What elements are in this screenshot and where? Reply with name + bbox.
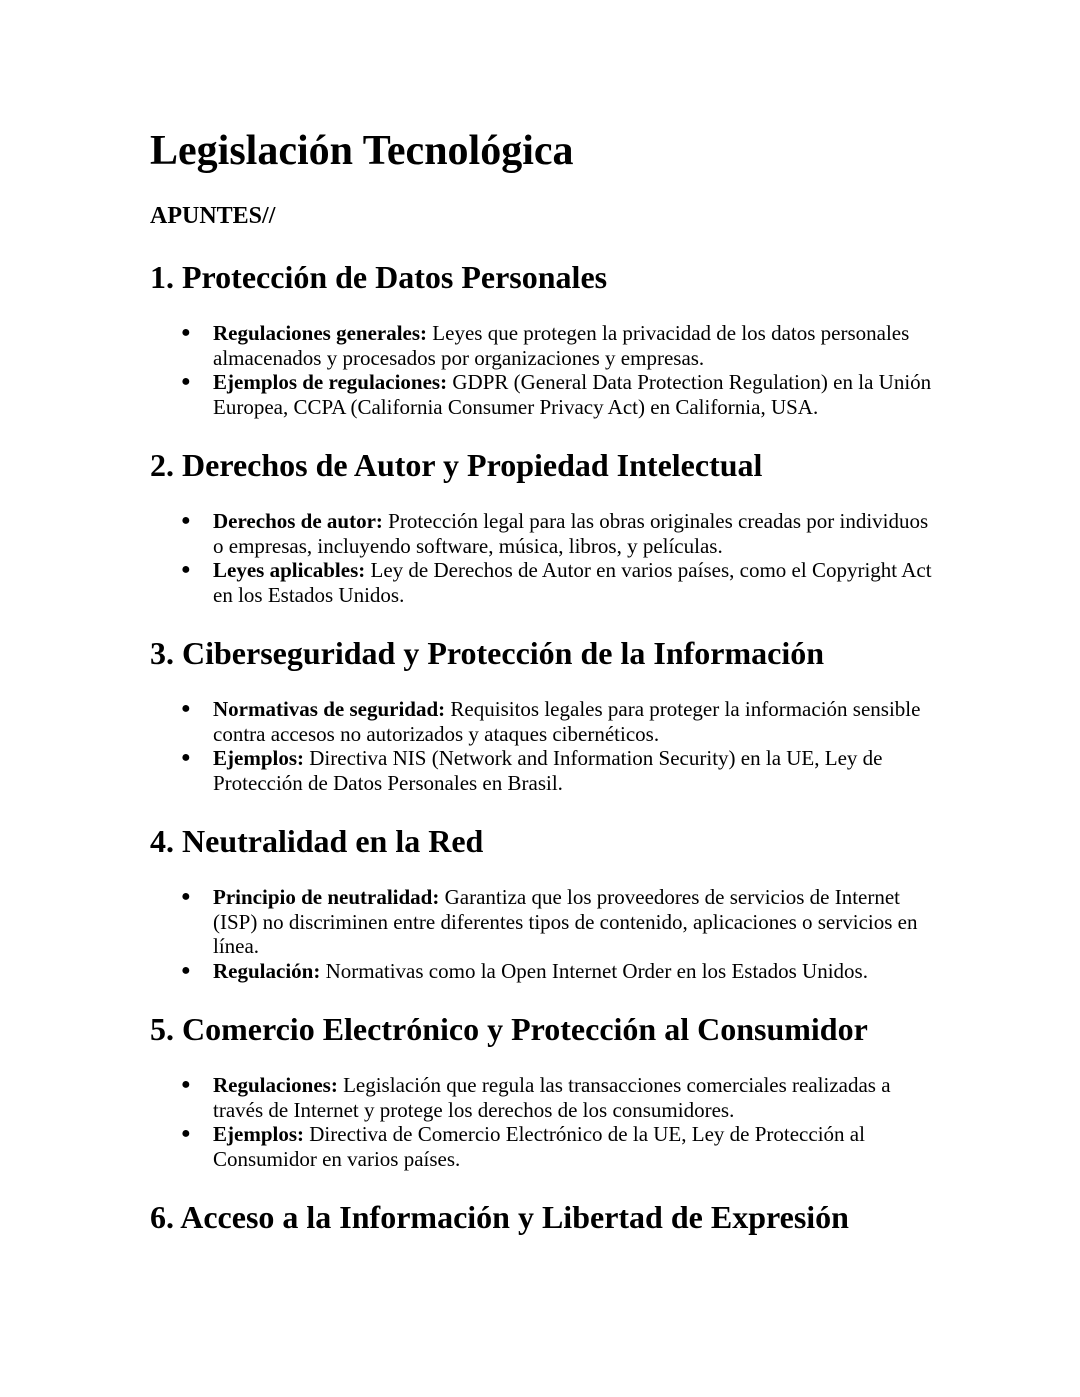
section-title: 2. Derechos de Autor y Propiedad Intelectual xyxy=(150,447,763,483)
list-item xyxy=(181,697,940,746)
bullet-icon: ● xyxy=(181,324,191,341)
section-6 xyxy=(150,1197,940,1237)
item-term: Leyes aplicables: xyxy=(213,558,366,582)
section-1 xyxy=(150,257,940,419)
item-text: Directiva NIS (Network and Information Security) en la UE, Ley de Protección de Datos Personales en Brasil. xyxy=(213,746,883,795)
item-text: Requisitos legales para proteger la información sensible contra accesos no autorizados y ataques cibernéticos. xyxy=(213,697,921,746)
bullet-list xyxy=(150,321,940,419)
list-item xyxy=(181,370,940,419)
bullet-icon: ● xyxy=(181,373,191,390)
bullet-list xyxy=(150,509,940,607)
list-item xyxy=(181,746,940,795)
section-4 xyxy=(150,821,940,983)
bullet-icon: ● xyxy=(181,888,191,905)
item-term: Regulaciones: xyxy=(213,1073,338,1097)
document-content xyxy=(150,124,940,1237)
bullet-icon: ● xyxy=(181,512,191,529)
bullet-icon: ● xyxy=(181,749,191,766)
list-item xyxy=(181,1073,940,1122)
section-2 xyxy=(150,445,940,607)
item-text: Legislación que regula las transacciones comerciales realizadas a través de Internet y protege los derechos de los consumidores. xyxy=(213,1073,891,1122)
item-text: Ley de Derechos de Autor en varios países, como el Copyright Act en los Estados Unidos. xyxy=(213,558,932,607)
bullet-list xyxy=(150,1073,940,1171)
item-text: Leyes que protegen la privacidad de los datos personales almacenados y procesados por organizaciones y empresas. xyxy=(213,321,910,370)
section-3 xyxy=(150,633,940,795)
item-text: Normativas como la Open Internet Order en los Estados Unidos. xyxy=(320,958,868,983)
section-title: 5. Comercio Electrónico y Protección al Consumidor xyxy=(150,1011,868,1047)
section-5 xyxy=(150,1009,940,1171)
item-term: Normativas de seguridad: xyxy=(213,697,446,721)
item-term: Ejemplos de regulaciones: xyxy=(213,370,448,394)
item-text: Directiva de Comercio Electrónico de la UE, Ley de Protección al Consumidor en varios países. xyxy=(213,1122,865,1171)
item-term: Derechos de autor: xyxy=(213,509,383,533)
bullet-icon: ● xyxy=(181,1125,191,1142)
item-text: GDPR (General Data Protection Regulation) en la Unión Europea, CCPA (California Consumer Privacy Act) en California, USA. xyxy=(213,370,932,419)
section-title: 6. Acceso a la Información y Libertad de Expresión xyxy=(150,1199,849,1235)
list-item xyxy=(181,885,940,959)
bullet-icon: ● xyxy=(181,700,191,717)
bullet-icon: ● xyxy=(181,1076,191,1093)
bullet-list xyxy=(150,697,940,795)
item-text: Garantiza que los proveedores de servicios de Internet (ISP) no discriminen entre diferentes tipos de contenido, aplicaciones o servicios en línea. xyxy=(213,885,918,958)
item-text: Protección legal para las obras originales creadas por individuos o empresas, incluyendo software, música, libros, y películas. xyxy=(213,509,929,558)
section-title: 4. Neutralidad en la Red xyxy=(150,823,484,859)
section-title: 3. Ciberseguridad y Protección de la Información xyxy=(150,635,825,671)
list-item xyxy=(181,958,940,984)
list-item xyxy=(181,558,940,607)
item-term: Regulaciones generales: xyxy=(213,321,428,345)
list-item xyxy=(181,1122,940,1171)
document-title: Legislación Tecnológica xyxy=(150,128,574,174)
bullet-list xyxy=(150,885,940,983)
bullet-icon: ● xyxy=(181,561,191,578)
item-term: Ejemplos: xyxy=(213,1122,304,1146)
section-title: 1. Protección de Datos Personales xyxy=(150,259,608,295)
bullet-icon: ● xyxy=(181,961,191,979)
item-term: Ejemplos: xyxy=(213,746,304,770)
list-item xyxy=(181,321,940,370)
document-subtitle: APUNTES// xyxy=(150,203,276,229)
item-term: Principio de neutralidad: xyxy=(213,885,440,909)
list-item xyxy=(181,509,940,558)
item-term: Regulación: xyxy=(213,958,321,983)
